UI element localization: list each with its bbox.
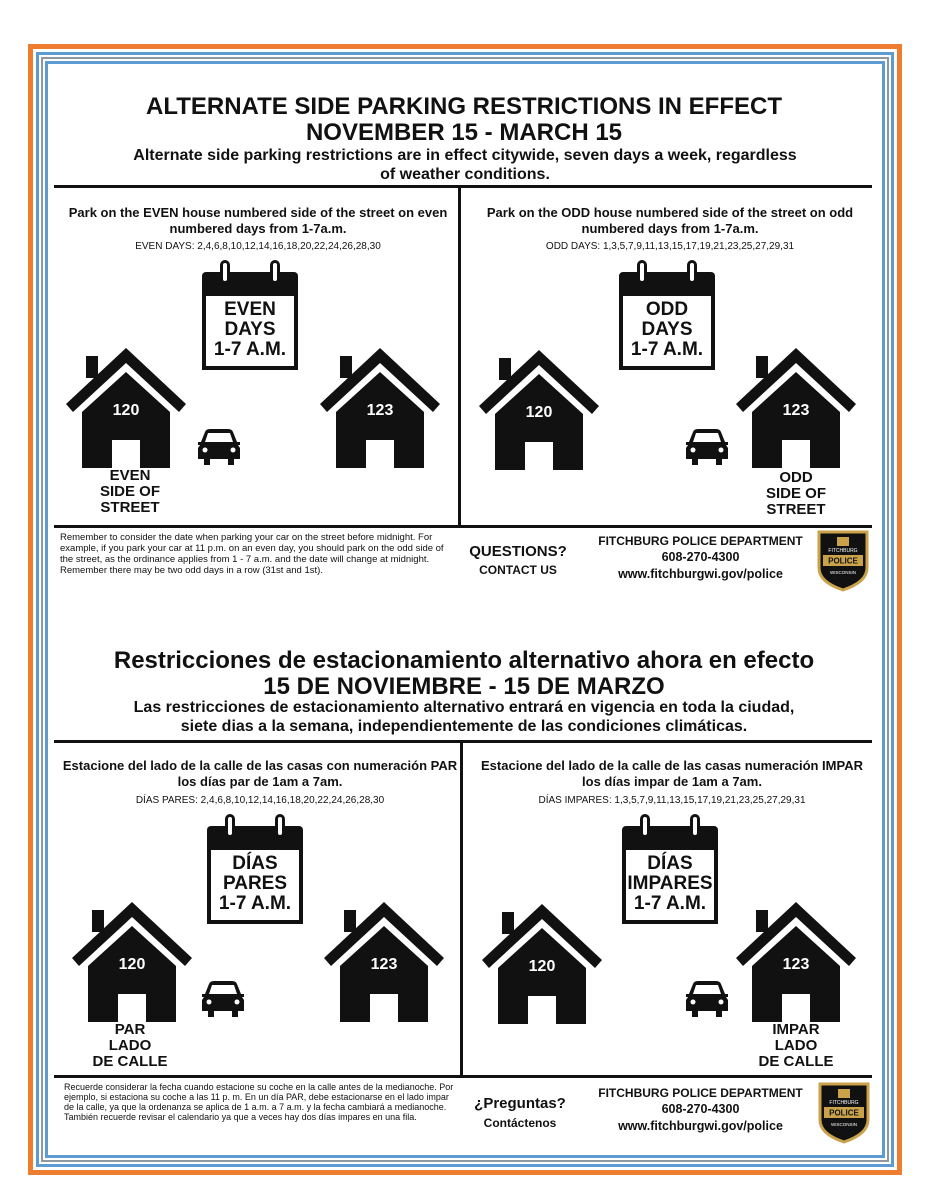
house-icon [479, 350, 599, 470]
questions-label: ¿Preguntas? [474, 1095, 566, 1112]
side-label-line: LADO [108, 1037, 152, 1054]
side-label-line: EVEN [109, 467, 151, 484]
calendar-line: EVEN [224, 299, 276, 320]
badge-text: WISCONSIN [829, 570, 857, 575]
side-label-line: SIDE OF [99, 483, 160, 500]
house-number: 123 [782, 956, 810, 973]
even-heading: Park on the EVEN house numbered side of the street on even numbered days from 1-7a.m. [68, 205, 448, 236]
badge-text: WISCONSIN [830, 1122, 858, 1127]
police-badge-logo [815, 530, 871, 592]
department-website[interactable]: www.fitchburgwi.gov/police [618, 567, 783, 581]
house-icon [736, 348, 856, 468]
calendar-line: 1-7 A.M. [218, 893, 292, 914]
badge-text: POLICE [829, 1108, 859, 1118]
calendar-line: DAYS [224, 319, 276, 340]
calendar-line: ODD [645, 299, 689, 320]
calendar-line: 1-7 A.M. [633, 893, 707, 914]
calendar-line: DAYS [641, 319, 693, 340]
contact-us-link[interactable]: CONTACT US [479, 563, 557, 577]
house-number: 123 [370, 956, 398, 973]
calendar-line: IMPARES [627, 873, 713, 894]
badge-text: POLICE [828, 556, 858, 566]
house-icon [482, 904, 602, 1024]
side-of-street-label [746, 1022, 846, 1070]
car-icon [684, 428, 730, 466]
badge-text: FITCHBURG [829, 1100, 859, 1106]
spanish-title: Restricciones de estacionamiento alternativo ahora en efecto [113, 647, 815, 674]
car-icon [200, 980, 246, 1018]
even-days-list: DÍAS PARES: 2,4,6,8,10,12,14,16,18,20,22,24,26,28,30 [135, 795, 385, 806]
odd-days-list: ODD DAYS: 1,3,5,7,9,11,13,15,17,19,21,23,25,27,29,31 [545, 241, 795, 252]
side-label-line: LADO [774, 1037, 818, 1054]
side-label-line: SIDE OF [765, 485, 826, 502]
police-badge-logo [816, 1082, 872, 1144]
department-website[interactable]: www.fitchburgwi.gov/police [618, 1119, 783, 1133]
side-label-line: IMPAR [772, 1021, 820, 1038]
side-label-line: STREET [766, 501, 826, 518]
house-number: 120 [528, 958, 556, 975]
department-name: FITCHBURG POLICE DEPARTMENT [598, 534, 803, 548]
house-number: 123 [782, 402, 810, 419]
english-date-range: NOVEMBER 15 - MARCH 15 [305, 119, 623, 146]
side-of-street-label [746, 470, 846, 518]
house-number: 123 [366, 402, 394, 419]
divider [54, 740, 872, 743]
house-icon [320, 348, 440, 468]
odd-heading: Estacione del lado de la calle de las casas numeración IMPAR los días impar de 1am a 7am. [481, 758, 863, 789]
contact-us-link[interactable]: Contáctenos [483, 1116, 557, 1130]
side-label-line: DE CALLE [758, 1053, 834, 1070]
house-number: 120 [118, 956, 146, 973]
calendar-icon [202, 272, 298, 370]
house-icon [66, 348, 186, 468]
side-label-line: DE CALLE [92, 1053, 168, 1070]
odd-days-list: DÍAS IMPARES: 1,3,5,7,9,11,13,15,17,19,21,23,25,27,29,31 [538, 795, 806, 806]
department-info [583, 1085, 818, 1135]
calendar-line: DÍAS [647, 853, 693, 874]
divider [54, 185, 872, 188]
side-label-line: ODD [779, 469, 813, 486]
calendar-icon [622, 826, 718, 924]
divider [54, 1075, 872, 1078]
department-phone[interactable]: 608-270-4300 [661, 1102, 740, 1116]
questions-label: QUESTIONS? [469, 543, 567, 560]
calendar-line: PARES [222, 873, 288, 894]
english-title: ALTERNATE SIDE PARKING RESTRICTIONS IN EFFECT [145, 93, 782, 120]
department-phone[interactable]: 608-270-4300 [661, 550, 740, 564]
english-subtitle: Alternate side parking restrictions are in effect citywide, seven days a week, regardless of weather conditions. [133, 147, 797, 183]
house-icon [736, 902, 856, 1022]
spanish-date-range: 15 DE NOVIEMBRE - 15 DE MARZO [263, 673, 665, 700]
even-heading: Estacione del lado de la calle de las casas con numeración PAR los días par de 1am a 7am. [62, 758, 458, 789]
department-info [583, 533, 818, 583]
calendar-icon [207, 826, 303, 924]
car-icon [196, 428, 242, 466]
department-name: FITCHBURG POLICE DEPARTMENT [598, 1086, 803, 1100]
odd-heading: Park on the ODD house numbered side of the street on odd numbered days from 1-7a.m. [486, 205, 854, 236]
house-icon [72, 902, 192, 1022]
calendar-icon [619, 272, 715, 370]
house-number: 120 [525, 404, 553, 421]
column-divider [458, 186, 461, 526]
calendar-line: 1-7 A.M. [213, 339, 287, 360]
even-days-list: EVEN DAYS: 2,4,6,8,10,12,14,16,18,20,22,24,26,28,30 [135, 241, 381, 252]
side-of-street-label [80, 1022, 180, 1070]
house-number: 120 [112, 402, 140, 419]
divider [54, 525, 872, 528]
side-of-street-label [80, 468, 180, 516]
calendar-line: DÍAS [232, 853, 278, 874]
house-icon [324, 902, 444, 1022]
badge-text: FITCHBURG [828, 548, 858, 554]
column-divider [460, 741, 463, 1077]
side-label-line: STREET [100, 499, 160, 516]
car-icon [684, 980, 730, 1018]
reminder-note: Recuerde considerar la fecha cuando estacione su coche en la calle antes de la medianoche. Por ejemplo, si estaciona su coche a las 11 p. m. En un día PAR, debe estacionarse en el lado impar de la calle, ya que la ordenanza se aplica de 1 a.m. a 7 a.m. y la fecha cambiará a medianoche. También recuerde revisar el calendario ya que a veces hay dos días impares en una fila. [64, 1082, 454, 1122]
reminder-note: Remember to consider the date when parking your car on the street before midnight. For example, if you park your car at 11 p.m. on an even day, you should park on the odd side of the street, as the ordinance applies from 1 - 7 a.m. and the date will change at midnight. Remember there may be two odd days in a row (31st and 1st). [60, 532, 444, 576]
calendar-line: 1-7 A.M. [630, 339, 704, 360]
spanish-subtitle: siete dias a la semana, independientemente de las condiciones climáticas. [180, 718, 748, 735]
spanish-subtitle: Las restricciones de estacionamiento alternativo entrará en vigencia en toda la ciudad, [133, 699, 795, 716]
side-label-line: PAR [114, 1021, 146, 1038]
